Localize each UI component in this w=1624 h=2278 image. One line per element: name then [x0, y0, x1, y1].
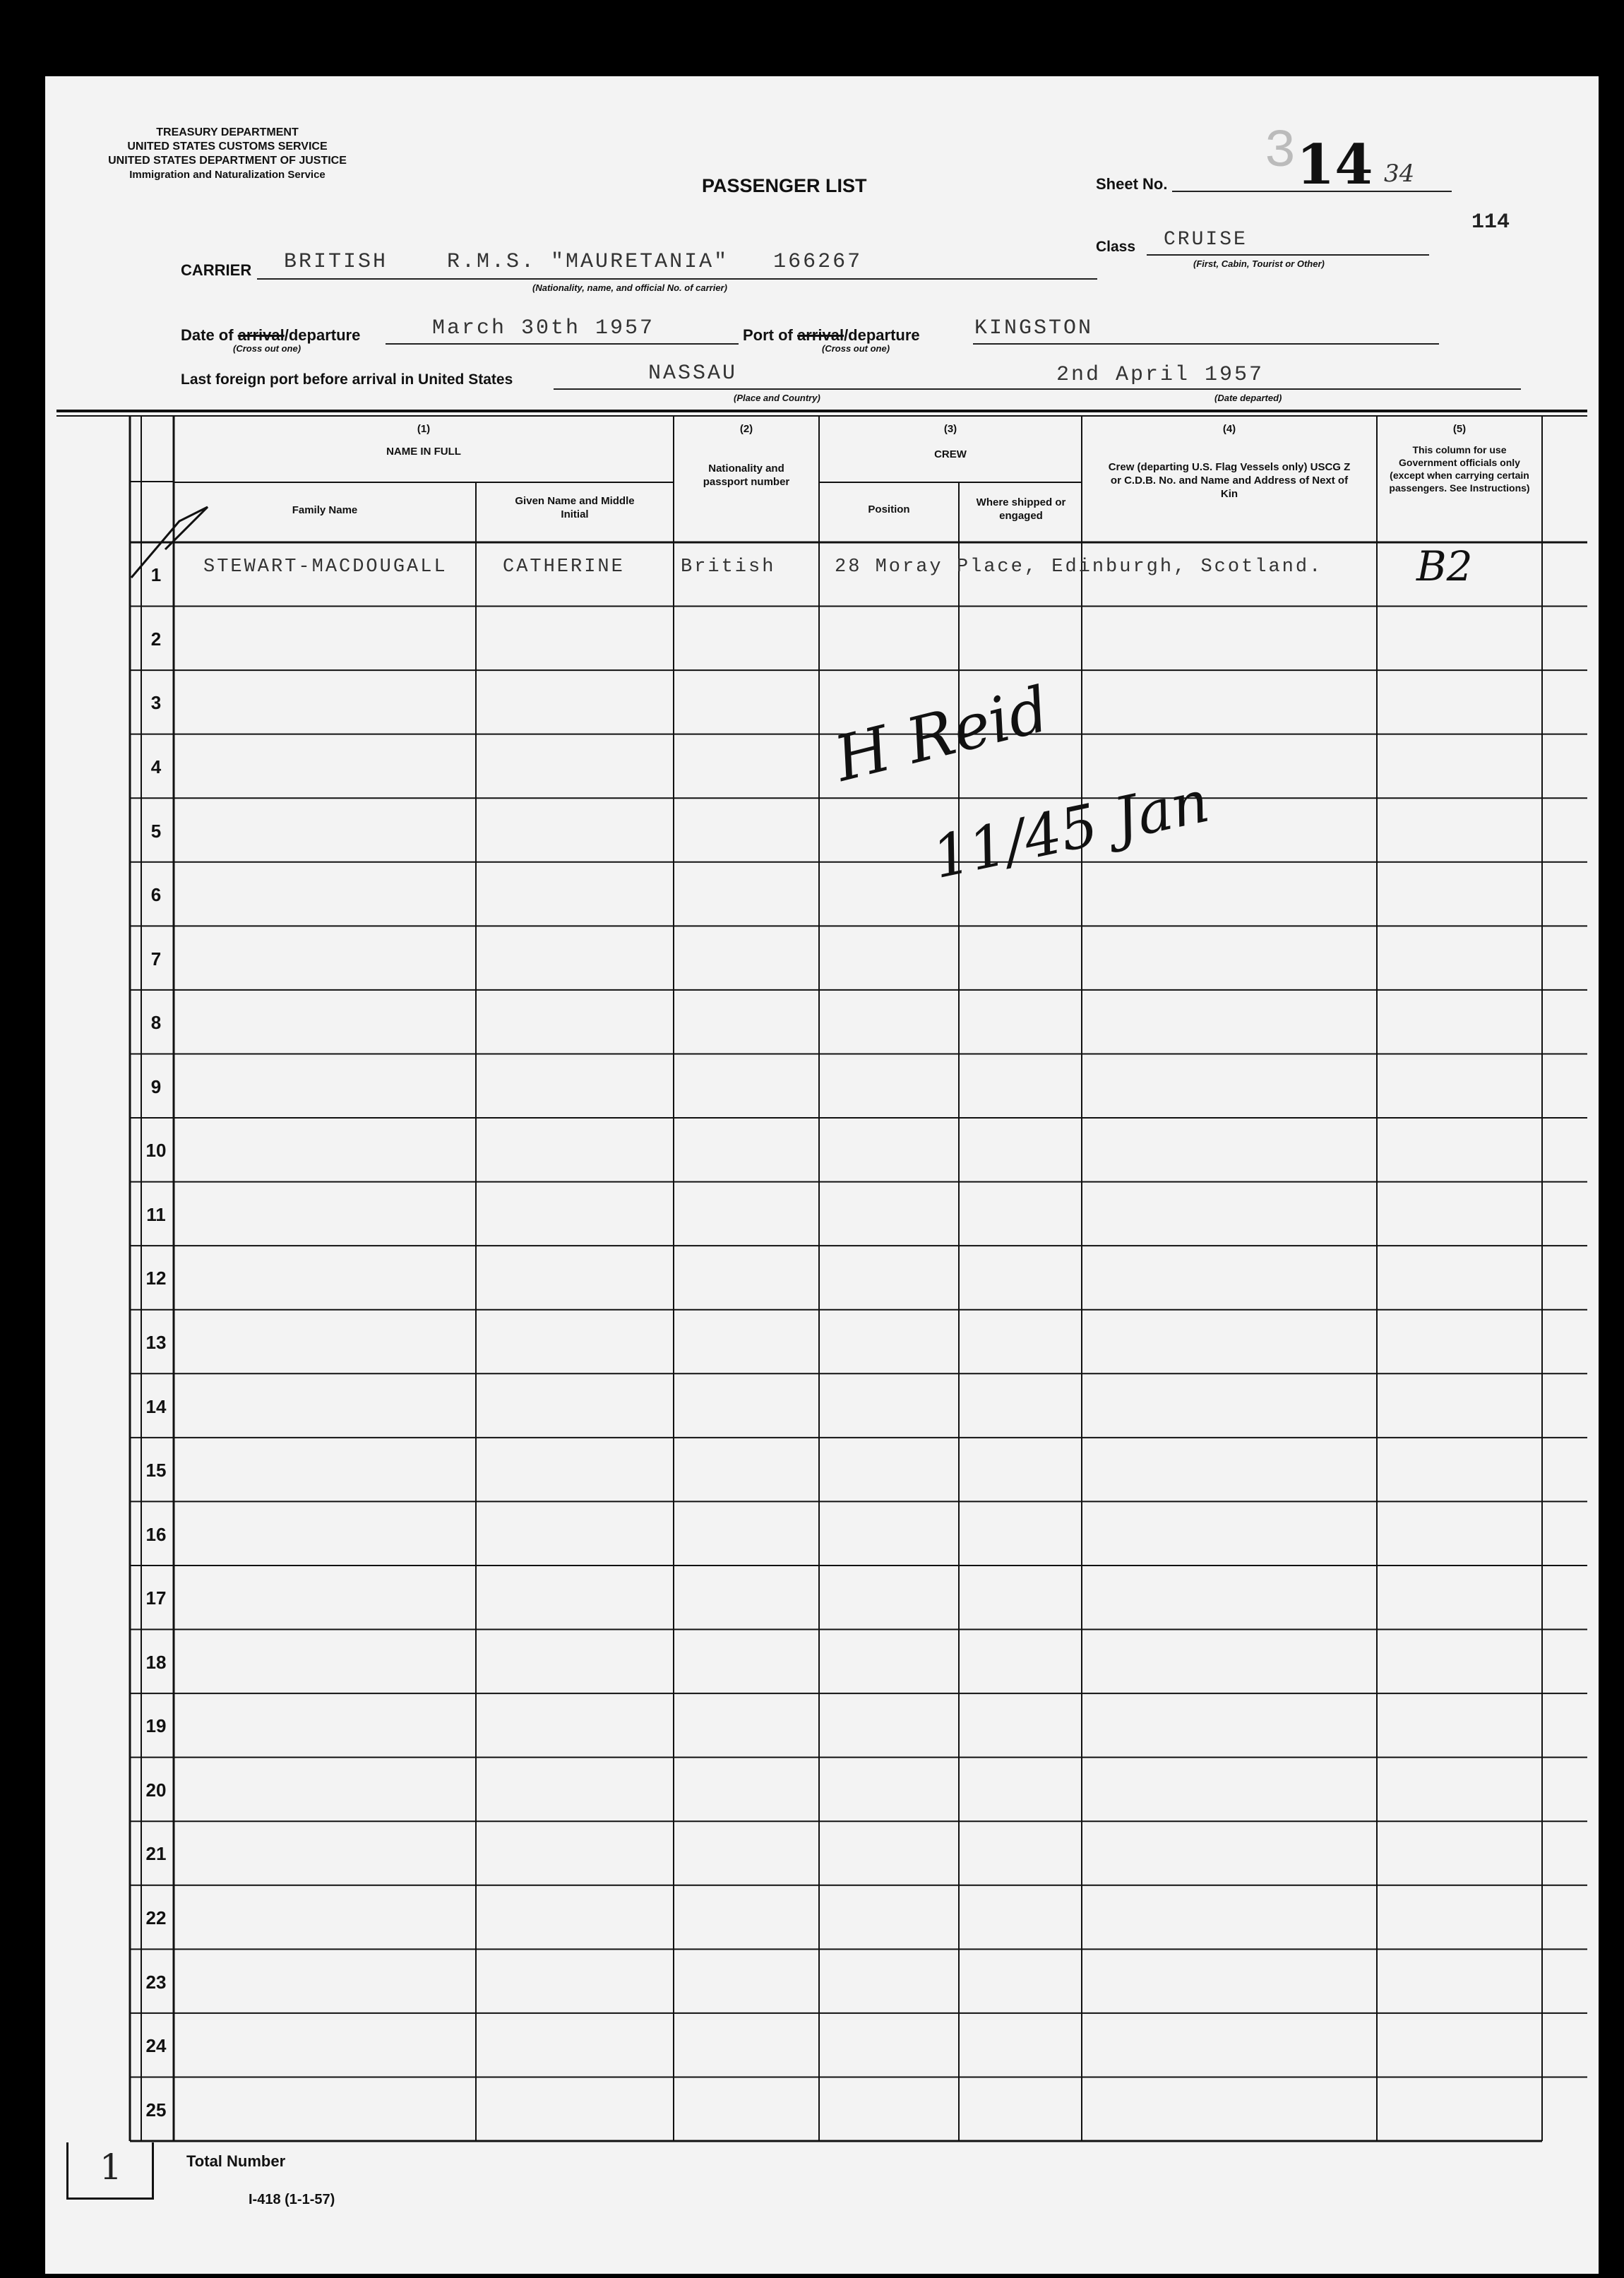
col3a-position: Position [868, 503, 910, 515]
class-label: Class [1096, 239, 1136, 255]
last-port-value: NASSAU [648, 362, 738, 386]
port-label-prefix: Port of [743, 326, 797, 344]
row-number: 6 [150, 884, 162, 906]
dept-line-4: Immigration and Naturalization Service [129, 169, 326, 181]
last-port-hint: (Place and Country) [734, 393, 820, 403]
port-hint: (Cross out one) [822, 343, 890, 354]
handwritten-note: 11/45 Jan [926, 768, 1215, 893]
col1-number: (1) [417, 423, 431, 435]
port-label-tail: /departure [844, 326, 920, 344]
row-number: 20 [145, 1779, 167, 1801]
col1a-family-name: Family Name [292, 504, 358, 516]
row-number: 3 [150, 692, 162, 714]
row1-address: 28 Moray Place, Edinburgh, Scotland. [835, 556, 1323, 578]
row-number: 11 [146, 1203, 166, 1225]
total-label: Total Number [186, 2152, 286, 2170]
row-number: 18 [145, 1651, 167, 1673]
row-number: 17 [145, 1587, 167, 1609]
sheet-value: 3 [1264, 121, 1298, 182]
row1-gov-code: B2 [1416, 542, 1473, 590]
row1-nationality: British [681, 556, 776, 578]
row-number: 23 [145, 1971, 167, 1993]
row-number: 19 [145, 1715, 167, 1737]
row-number: 22 [145, 1907, 167, 1929]
row-number: 24 [145, 2035, 167, 2057]
port-value: KINGSTON [974, 316, 1094, 340]
col1-title: NAME IN FULL [386, 446, 461, 458]
row-number: 9 [150, 1075, 162, 1097]
col1b-given-name: Given Name and Middle Initial [515, 495, 635, 520]
date-struck: arrival [237, 326, 285, 344]
page-number: 114 [1471, 210, 1510, 234]
col2-number: (2) [739, 423, 753, 435]
row-number: 5 [150, 820, 162, 842]
sheet-label: Sheet No. [1096, 175, 1168, 193]
date-value: March 30th 1957 [432, 316, 655, 340]
row-number: 21 [145, 1843, 167, 1865]
date-label-tail: /departure [284, 326, 361, 344]
row-number: 10 [145, 1140, 167, 1162]
col4-title: Crew (departing U.S. Flag Vessels only) USCG Z or C.D.B. No. and Name and Address of Next of Kin [1108, 461, 1351, 500]
row-number: 4 [150, 756, 162, 777]
row-number: 12 [145, 1268, 167, 1289]
handwritten-signature: H Reid [828, 672, 1056, 796]
form-title: PASSENGER LIST [702, 175, 867, 196]
date-label-prefix: Date of [181, 326, 238, 344]
port-struck: arrival [797, 326, 844, 344]
form-number: I-418 (1-1-57) [249, 2192, 335, 2207]
last-port-label: Last foreign port before arrival in United States [181, 371, 513, 388]
total-box [66, 2142, 154, 2200]
row-number: 8 [150, 1012, 162, 1034]
sheet-handwritten-small: 34 [1384, 160, 1415, 188]
col5-number: (5) [1452, 423, 1467, 435]
row-number: 1 [150, 564, 162, 586]
col2-title: Nationality and passport number [703, 463, 790, 488]
row1-family-name: STEWART-MACDOUGALL [203, 556, 448, 578]
passenger-list-sheet [45, 76, 1599, 2274]
row-number: 16 [145, 1523, 167, 1545]
class-value: CRUISE [1164, 229, 1248, 251]
col4-number: (4) [1222, 423, 1236, 435]
checkmark-annotation [123, 472, 264, 585]
carrier-label: CARRIER [181, 261, 252, 279]
row-number: 15 [145, 1460, 167, 1481]
row-number: 2 [150, 628, 162, 650]
row-number: 13 [145, 1332, 167, 1353]
dept-line-3: UNITED STATES DEPARTMENT OF JUSTICE [108, 155, 347, 167]
carrier-value: BRITISH R.M.S. "MAURETANIA" 166267 [284, 250, 863, 274]
dept-line-1: TREASURY DEPARTMENT [156, 126, 299, 138]
col3b-where-shipped: Where shipped or engaged [976, 496, 1066, 522]
sheet-handwritten-number: 14 [1296, 133, 1373, 197]
col3-number: (3) [943, 423, 957, 435]
table-grid [45, 76, 1599, 2274]
carrier-hint: (Nationality, name, and official No. of carrier) [532, 282, 727, 293]
col5-title: This column for use Government officials only (except when carrying certain passengers. See Instructions) [1389, 444, 1530, 494]
row1-given-name: CATHERINE [503, 556, 625, 578]
row-number: 25 [145, 2099, 167, 2121]
col3-title: CREW [934, 448, 967, 460]
date-departed-value: 2nd April 1957 [1056, 363, 1265, 387]
class-hint: (First, Cabin, Tourist or Other) [1193, 258, 1325, 269]
total-value: 1 [100, 2147, 122, 2188]
row-number: 7 [150, 948, 162, 970]
date-hint: (Cross out one) [233, 343, 301, 354]
row-number: 14 [145, 1395, 167, 1417]
date-departed-hint: (Date departed) [1214, 393, 1282, 403]
dept-line-2: UNITED STATES CUSTOMS SERVICE [127, 141, 328, 153]
